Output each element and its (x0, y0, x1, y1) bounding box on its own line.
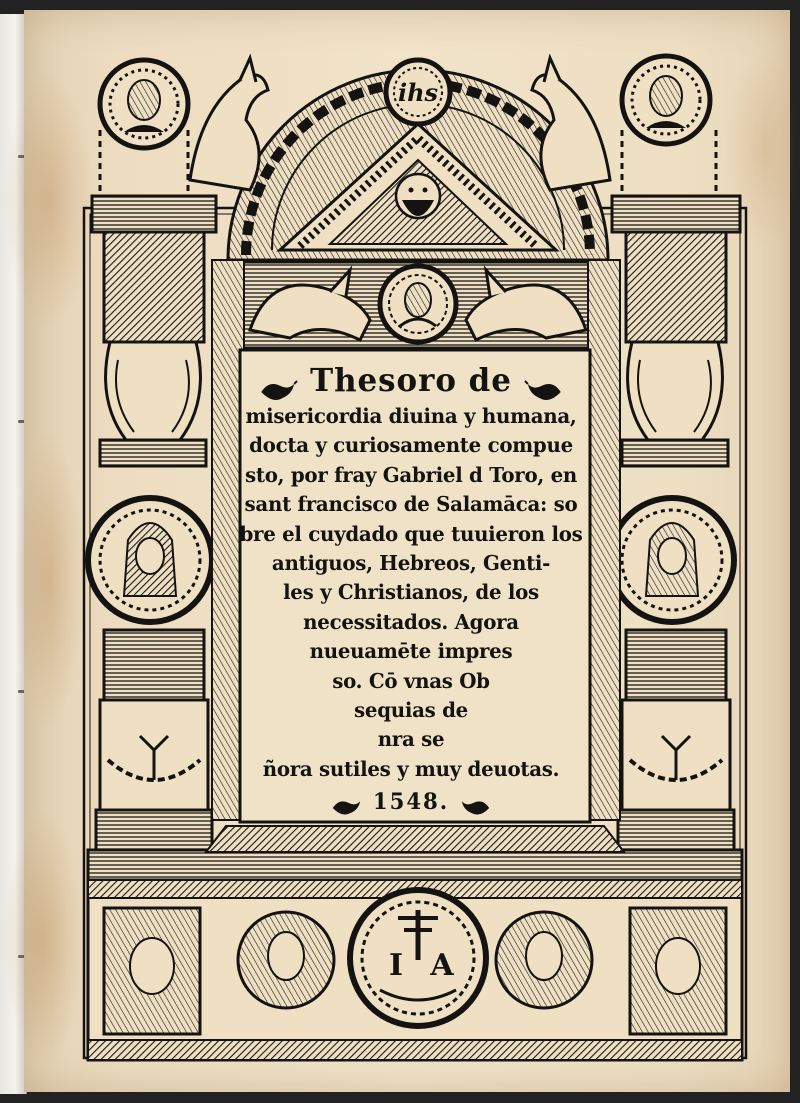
ihs-medallion-icon (386, 60, 450, 124)
portrait-medallion-icon (622, 56, 710, 144)
fleuron-leaf-icon (524, 371, 563, 395)
fleuron-leaf-icon (331, 793, 364, 813)
title-line: so. Cō vnas Ob (332, 668, 490, 693)
title-line: necessitados. Agora (303, 609, 519, 634)
title-line: ñora sutiles y muy deuotas. (262, 756, 560, 781)
title-line: misericordia diuina y humana, (245, 404, 577, 428)
title-text-block (232, 358, 590, 814)
imprint-date: 1548. (372, 789, 450, 816)
title-line: docta y curiosamente compue (249, 433, 573, 458)
ihs-monogram: ihs (397, 78, 439, 107)
title-first-word: Thesoro de (310, 361, 512, 399)
portrait-medallion-icon (380, 266, 456, 342)
fleuron-leaf-icon (458, 793, 491, 813)
portrait-medallion-icon (100, 60, 188, 148)
title-line: nueuamēte impres (309, 639, 513, 664)
title-line: bre el cuydado que tuuieron los (239, 521, 583, 546)
title-line: sequias de (354, 698, 468, 723)
column-icon (88, 196, 244, 850)
fleuron-leaf-icon (260, 371, 299, 395)
title-line: les y Christianos, de los (283, 580, 539, 605)
cartouche-ledge (206, 826, 624, 852)
title-first-line (238, 358, 584, 402)
date-line (238, 784, 584, 820)
cross-icon (350, 890, 486, 1026)
column-icon (588, 196, 740, 850)
title-line: sant francisco de Salamāca: so (244, 492, 578, 517)
title-line: sto, por fray Gabriel d Toro, en (244, 462, 578, 487)
title-line: antiguos, Hebreos, Genti- (271, 551, 551, 576)
medallion-letter-i: I (388, 948, 404, 983)
medallion-letter-a: A (430, 948, 454, 983)
title-line: nra se (377, 727, 445, 752)
